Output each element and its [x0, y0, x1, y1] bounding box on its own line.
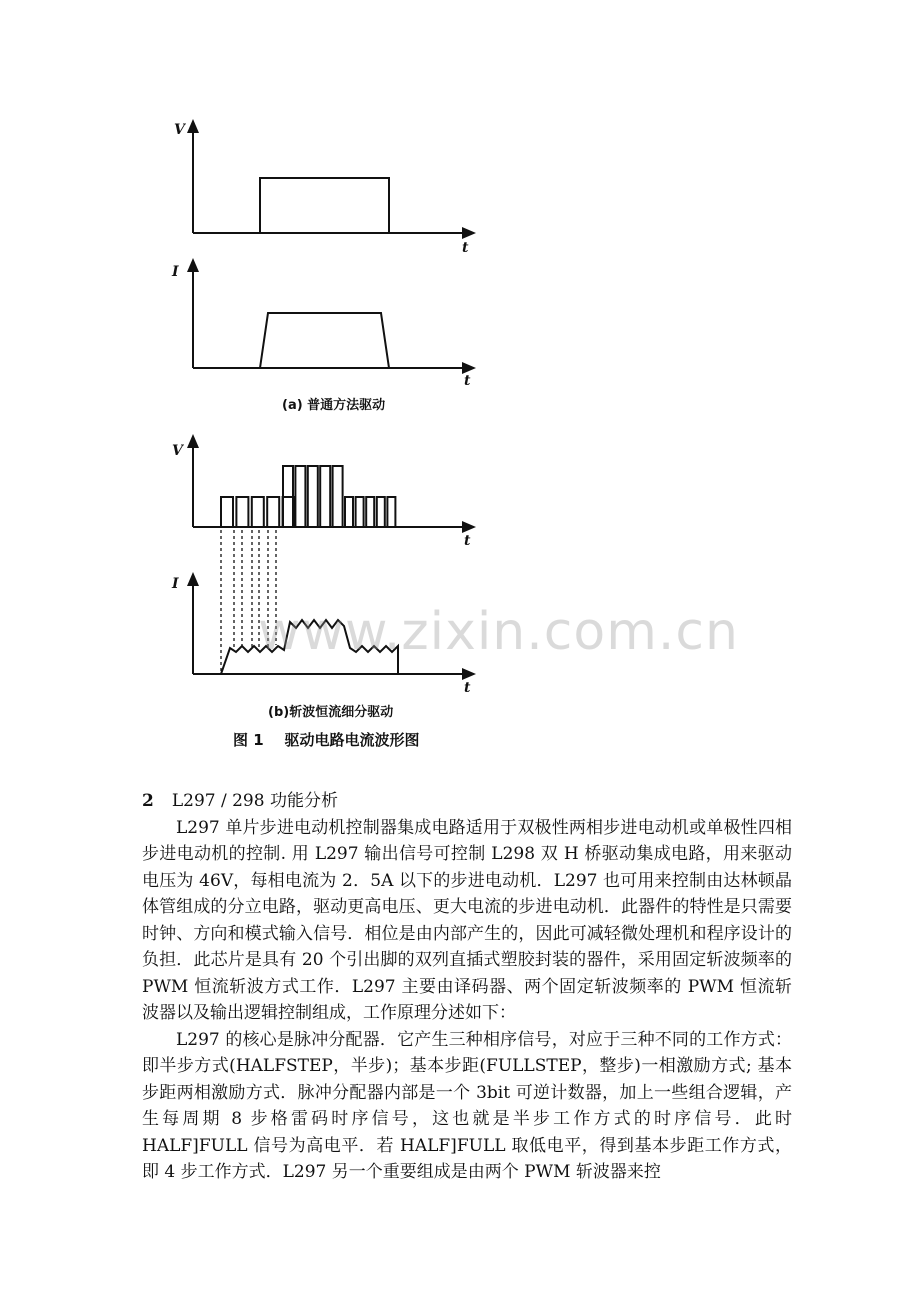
- panel-a-voltage-pulse: [260, 178, 389, 233]
- panel-a-v-axis-label: V: [174, 122, 185, 138]
- panel-a-current-plot: [193, 264, 470, 368]
- section-title: L297 / 298 功能分析: [171, 791, 338, 811]
- section-heading: [142, 788, 792, 815]
- panel-b-i-t-label: t: [464, 680, 471, 696]
- panel-b-v-axis-label: V: [172, 443, 183, 459]
- panel-b-caption: (b)斩波恒流细分驱动: [268, 705, 394, 720]
- figure-caption: 图 1 驱动电路电流波形图: [233, 731, 420, 749]
- section-number: 2: [142, 791, 154, 811]
- panel-a-v-t-label: t: [462, 240, 469, 256]
- panel-a-current-trapezoid: [260, 313, 389, 368]
- panel-b-i-axis-label: I: [172, 576, 179, 592]
- panel-b-v-t-label: t: [464, 533, 471, 549]
- panel-a-i-axis-label: I: [172, 264, 179, 280]
- panel-a-voltage-plot: [193, 125, 470, 233]
- watermark: www.zixin.com.cn: [258, 602, 739, 662]
- paragraph: L297 的核心是脉冲分配器．它产生三种相序信号，对应于三种不同的工作方式：即半步方式(HALFSTEP，半步)；基本步距(FULLSTEP，整步)一相激励方式; 基本步距两相激励方式．脉冲分配器内部是一个 3bit 可逆计数器，加上一些组合逻辑，产生每周期 8 步格雷码时序信号，这也就是半步工作方式的时序信号．此时 HALF]FULL 信号为高电平．若 HALF]FULL 取低电平，得到基本步距工作方式，即 4 步工作方式．L297 另一个重要组成是由两个 PWM 斩波器来控: [142, 1029, 792, 1182]
- panel-b-voltage-pulse-train: [221, 466, 395, 527]
- panel-b-voltage-plot: [193, 440, 470, 527]
- paragraph: L297 单片步进电动机控制器集成电路适用于双极性两相步进电动机或单极性四相步进电动机的控制. 用 L297 输出信号可控制 L298 双 H 桥驱动集成电路，用来驱动电压为 46V，每相电流为 2．5A 以下的步进电动机．L297 也可用来控制由达林顿晶体管组成的分立电路，驱动更高电压、更大电流的步进电动机．此器件的特性是只需要时钟、方向和模式输入信号．相位是由内部产生的，因此可减轻微处理机和程序设计的负担．此芯片是具有 20 个引出脚的双列直插式塑胶封装的器件，采用固定斩波频率的 PWM 恒流斩波方式工作．L297 主要由译码器、两个固定斩波频率的 PWM 恒流斩波器以及输出逻辑控制组成，工作原理分述如下：: [142, 817, 792, 1023]
- body-text: [142, 788, 792, 1186]
- panel-a-i-t-label: t: [464, 373, 471, 389]
- panel-a-caption: (a) 普通方法驱动: [282, 398, 386, 413]
